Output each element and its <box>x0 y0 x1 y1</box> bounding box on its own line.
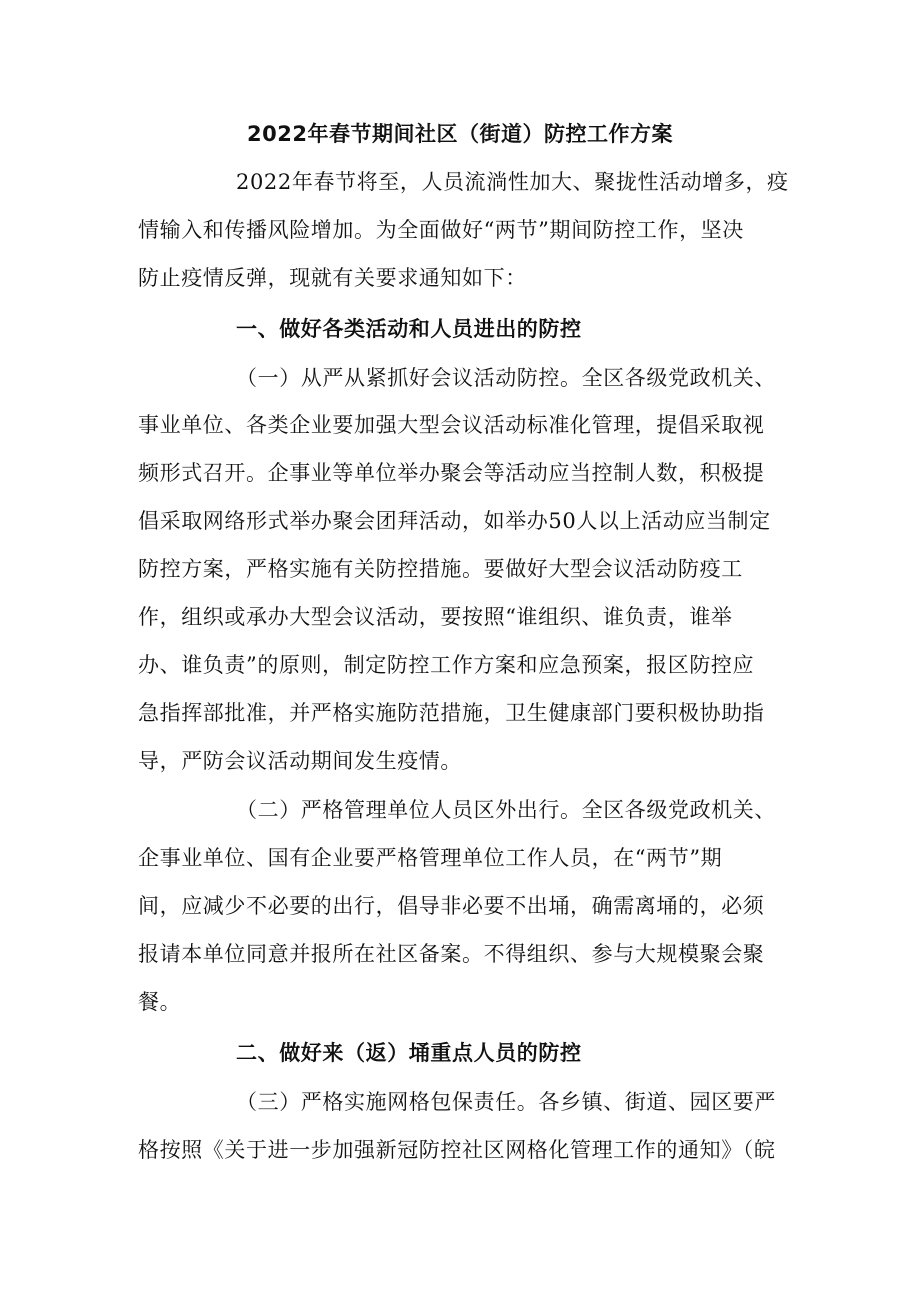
paragraph-line: 格按照《关于进一步加强新冠防控社区网格化管理工作的通知》（皖 <box>138 1138 776 1162</box>
paragraph-line: 报请本单位同意并报所在社区备案。不得组织、参与大规模聚会聚 <box>138 942 765 966</box>
paragraph-line: 事业单位、各类企业要加强大型会议活动标准化管理，提倡采取视 <box>138 413 765 437</box>
paragraph-line: 防止疫情反弹，现就有关要求通知如下： <box>138 266 527 290</box>
paragraph-line: 企事业单位、国有企业要严格管理单位工作人员，在“两节”期 <box>138 846 723 870</box>
paragraph-line: 防控方案，严格实施有关防控措施。要做好大型会议活动防疫工 <box>138 557 743 581</box>
paragraph-line: （一）从严从紧抓好会议活动防控。全区各级党政机关、 <box>236 366 776 390</box>
paragraph-line: 餐。 <box>138 990 182 1014</box>
paragraph-line: 倡采取网络形式举办聚会团拜活动，如举办50人以上活动应当制定 <box>138 509 771 533</box>
section-heading-1: 一、做好各类活动和人员进出的防控 <box>236 317 582 341</box>
paragraph-line: 办、谁负责”的原则，制定防控工作方案和应急预案，报区防控应 <box>138 653 755 677</box>
paragraph-line: 导，严防会议活动期间发生疫情。 <box>138 749 462 773</box>
paragraph-line: 间，应减少不必要的出行，倡导非必要不出埇，确需离埇的，必须 <box>138 894 765 918</box>
paragraph-line: 2022年春节将至，人员流淌性加大、聚拢性活动增多，疫 <box>236 170 789 194</box>
paragraph-line: （三）严格实施网格包保责任。各乡镇、街道、园区要严 <box>236 1090 776 1114</box>
paragraph-line: 频形式召开。企事业等单位举办聚会等活动应当控制人数，积极提 <box>138 461 765 485</box>
paragraph-line: （二）严格管理单位人员区外出行。全区各级党政机关、 <box>236 798 776 822</box>
document-title: 2022年春节期间社区（街道）防控工作方案 <box>247 122 673 146</box>
paragraph-line: 急指挥部批准，并严格实施防范措施，卫生健康部门要积极协助指 <box>138 701 765 725</box>
paragraph-line: 情输入和传播风险增加。为全面做好“两节”期间防控工作，坚决 <box>138 218 744 242</box>
section-heading-2: 二、做好来（返）埇重点人员的防控 <box>236 1041 582 1065</box>
paragraph-line: 作，组织或承办大型会议活动，要按照“谁组织、谁负责，谁举 <box>138 605 733 629</box>
